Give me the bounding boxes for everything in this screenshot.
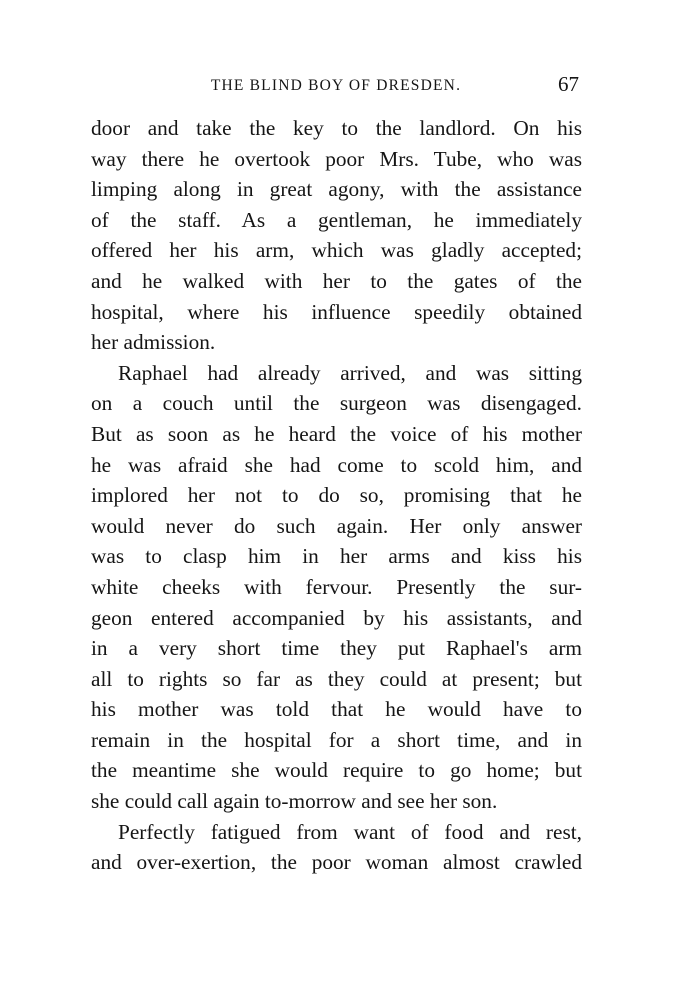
paragraph-first-line: Perfectly fatigued from want of food and rest, (118, 819, 582, 844)
text-line: offered her his arm, which was gladly accepted; (91, 238, 582, 263)
text-line: geon entered accompanied by his assistants, and (91, 605, 582, 630)
paragraph-first-line: Raphael had already arrived, and was sitting (118, 360, 582, 385)
page-number: 67 (558, 72, 579, 96)
body-text (91, 113, 582, 878)
text-line: all to rights so far as they could at present; but (91, 666, 582, 691)
text-line: the meantime she would require to go home; but (91, 758, 582, 783)
text-line: But as soon as he heard the voice of his mother (91, 421, 582, 446)
text-line: and over-exertion, the poor woman almost crawled (91, 850, 582, 875)
running-title: THE BLIND BOY OF DRESDEN. (210, 77, 462, 94)
text-line: white cheeks with fervour. Presently the sur- (91, 574, 582, 599)
text-line: implored her not to do so, promising that he (91, 483, 582, 508)
text-line: hospital, where his influence speedily obtained (91, 299, 582, 324)
text-line: his mother was told that he would have to (91, 697, 582, 722)
text-line: on a couch until the surgeon was disengaged. (91, 391, 582, 416)
page-header (91, 72, 581, 102)
text-line: was to clasp him in her arms and kiss his (91, 544, 582, 569)
text-line: her admission. (91, 330, 216, 355)
text-line: limping along in great agony, with the assistance (91, 177, 582, 202)
text-line: she could call again to-morrow and see her son. (91, 789, 498, 814)
text-line: remain in the hospital for a short time, and in (91, 727, 582, 752)
text-line: in a very short time they put Raphael's arm (91, 636, 582, 661)
text-line: and he walked with her to the gates of the (91, 268, 582, 293)
text-line: he was afraid she had come to scold him, and (91, 452, 582, 477)
text-line: would never do such again. Her only answer (91, 513, 582, 538)
text-line: way there he overtook poor Mrs. Tube, who was (91, 146, 582, 171)
text-line: of the staff. As a gentleman, he immediately (91, 207, 582, 232)
text-line: door and take the key to the landlord. On his (91, 116, 582, 140)
